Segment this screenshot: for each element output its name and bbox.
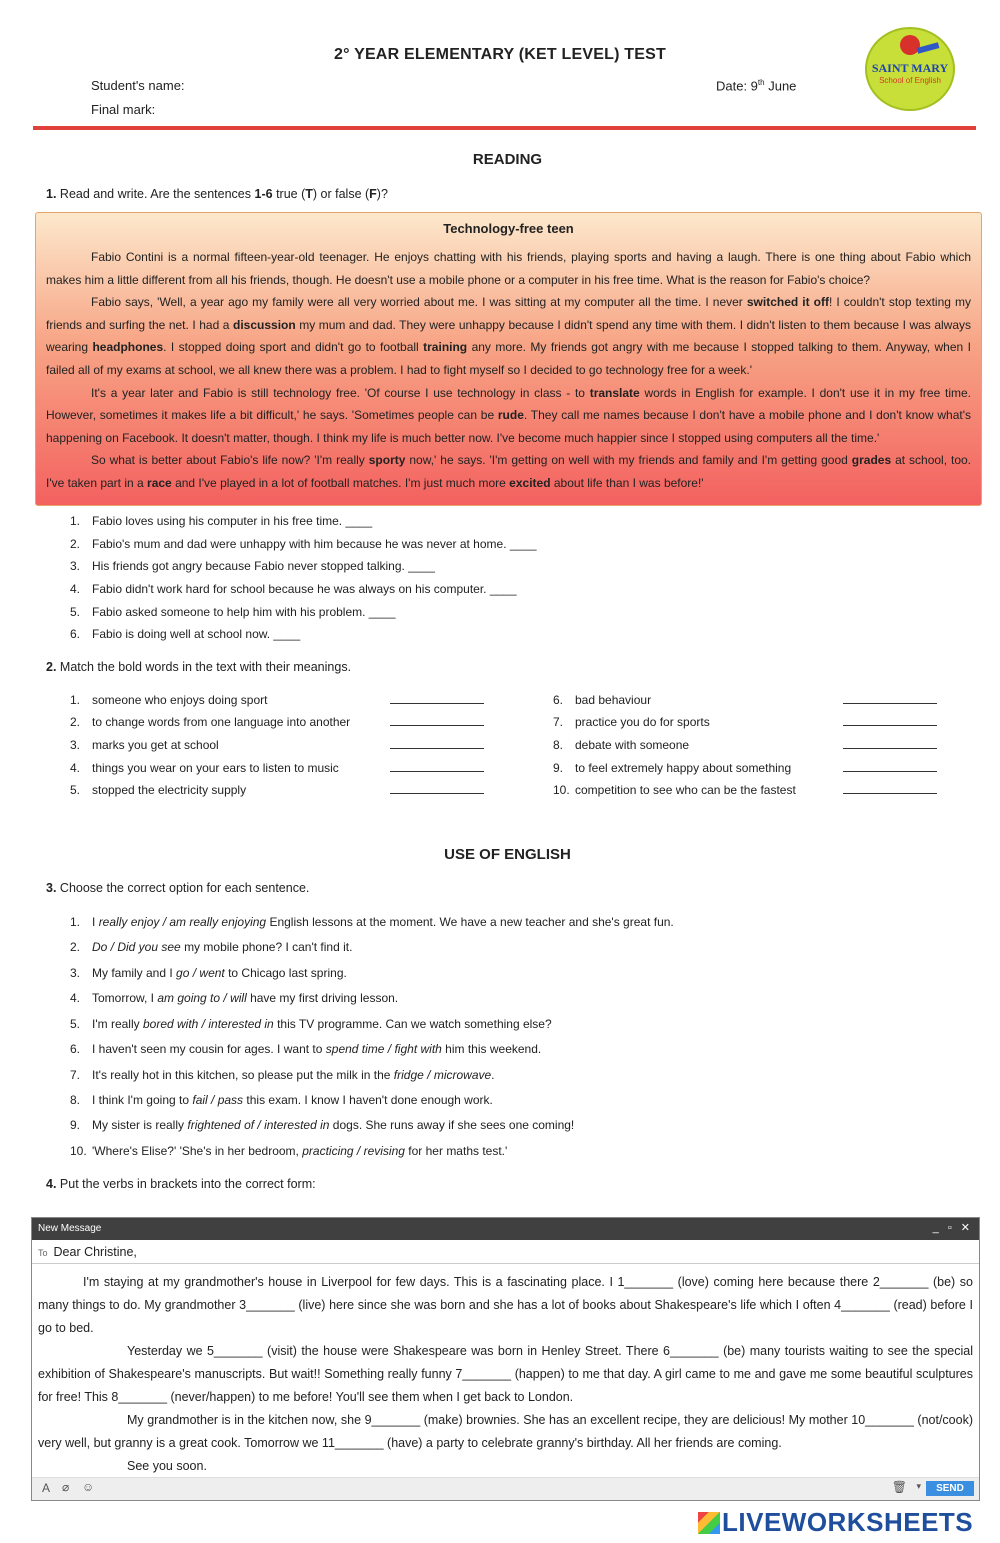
statement-item[interactable]: 2. Fabio's mum and dad were unhappy with him because he was never at home. ____ [70,537,537,551]
match-item: 8. debate with someone [553,738,690,752]
book-icon [917,42,940,53]
email-titlebar [32,1218,979,1240]
match-blank[interactable] [390,738,484,752]
match-blank[interactable] [843,738,937,752]
q3-instruction: 3. Choose the correct option for each sentence. [46,881,310,895]
q4-instruction: 4. Put the verbs in brackets into the correct form: [46,1177,316,1191]
chevron-down-icon[interactable]: ▾ [916,1481,921,1491]
match-item: 4. things you wear on your ears to listen to music [70,761,339,775]
email-divider [32,1263,979,1264]
emoji-icon[interactable]: ☺ [82,1480,95,1494]
match-blank[interactable] [390,761,484,775]
match-item: 3. marks you get at school [70,738,219,752]
email-to-field[interactable]: To Dear Christine, [38,1245,137,1259]
match-blank[interactable] [843,783,937,797]
brand-icon [698,1512,720,1534]
email-body[interactable] [38,1271,973,1501]
email-line-3: My grandmother is in the kitchen now, she 9_______ (make) brownies. She has an excellent recipe, they are delicious! My mother 10_______ (not/cook) very well, but granny is a great cook. Tomorrow we 11_______ (have) a party to celebrate granny's birthday. All her friends are coming. [38,1413,973,1450]
match-blank[interactable] [843,715,937,729]
match-item: 1. someone who enjoys doing sport [70,693,268,707]
choice-item[interactable]: 7. It's really hot in this kitchen, so please put the milk in the fridge / microwave. [70,1068,495,1082]
paragraph-2: Fabio says, 'Well, a year ago my family were all very worried about me. I was sitting at my computer all the time. I never switched it off! I couldn't stop texting my friends and surfing the net. I had a discussion my mum and dad. They were unhappy because I didn't spend any time with them. I didn't listen to them because I was always wearing headphones. I stopped doing sport and didn't go to football training any more. My friends got angry with me because I stopped talking to them. Anyway, when I failed all of my exams at school, we all knew there was a problem. I had to fight myself so I decided to go technology free for a week.' [46,295,971,377]
logo-subtitle: School of English [879,76,941,85]
trash-icon[interactable]: 🗑 [891,1480,907,1494]
q1-instruction: 1. Read and write. Are the sentences 1-6 true (T) or false (F)? [46,187,388,201]
match-blank[interactable] [390,693,484,707]
statement-item[interactable]: 1. Fabio loves using his computer in his free time. ____ [70,514,373,528]
choice-item[interactable]: 5. I'm really bored with / interested in this TV programme. Can we watch something else? [70,1017,552,1031]
statement-item[interactable]: 3. His friends got angry because Fabio never stopped talking. ____ [70,559,435,573]
match-item: 10. competition to see who can be the fastest [553,783,796,797]
final-mark-label: Final mark: [91,102,156,117]
student-name-label: Student's name: [91,78,185,93]
email-toolbar [32,1477,979,1500]
date-label: Date: 9th June [716,78,797,94]
paragraph-1: Fabio Contini is a normal fifteen-year-old teenager. He enjoys chatting with his friends, playing sports and having a laugh. There is one thing about Fabio which makes him a little different from all his friends, though. He doesn't use a mobile phone or a computer in his free time. What is the reason for Fabio's choice? [46,250,971,287]
choice-item[interactable]: 10. 'Where's Elise?' 'She's in her bedroom, practicing / revising for her maths test.' [70,1144,508,1158]
format-text-icon[interactable]: A [42,1481,51,1495]
q2-instruction: 2. Match the bold words in the text with their meanings. [46,660,352,674]
match-item: 5. stopped the electricity supply [70,783,247,797]
email-line-2: Yesterday we 5_______ (visit) the house were Shakespeare was born in Henley Street. There 6_______ (be) many tourists waiting to see the special exhibition of Shakespeare's manuscripts. But wait!! Something really funny 7_______ (happen) to me that day. A girl came to me and gave me some beautiful sculptures for free! This 8_______ (never/happen) to me before! You'll see them when I get back to London. [38,1344,973,1404]
email-window [31,1217,980,1501]
logo-name: SAINT MARY [871,61,949,75]
school-logo [865,27,955,111]
statement-item[interactable]: 5. Fabio asked someone to help him with his problem. ____ [70,605,396,619]
match-blank[interactable] [390,783,484,797]
email-window-title: New Message [38,1223,102,1234]
choice-item[interactable]: 2. Do / Did you see my mobile phone? I can't find it. [70,940,353,954]
match-item: 6. bad behaviour [553,693,652,707]
paragraph-4: So what is better about Fabio's life now? 'I'm really sporty now,' he says. 'I'm getting on well with my friends and family and I'm getting good grades at school, too. I've taken part in a race and I've played in a lot of football matches. I'm just much more excited about life than I was before!' [46,453,972,490]
match-blank[interactable] [390,715,484,729]
choice-item[interactable]: 1. I really enjoy / am really enjoying English lessons at the moment. We have a new teacher and she's great fun. [70,915,674,929]
reading-text-box [35,212,982,506]
match-item: 2. to change words from one language into another [70,715,351,729]
choice-item[interactable]: 9. My sister is really frightened of / interested in dogs. She runs away if she sees one coming! [70,1118,575,1132]
email-line-4: See you soon. [127,1459,207,1473]
choice-item[interactable]: 3. My family and I go / went to Chicago last spring. [70,966,347,980]
reading-text [46,246,971,495]
paragraph-3: It's a year later and Fabio is still technology free. 'Of course I use technology in class - to translate words in English for example. I don't use it in my free time. However, sometimes it makes life a bit difficult,' he says. 'Sometimes people can be rude. They call me names because I don't have a mobile phone and I don't know what's happening on Facebook. It doesn't matter, though. I think my life is much better now. I've become much happier since I stopped using computers all the time.' [46,385,971,445]
page-title: 2° YEAR ELEMENTARY (KET LEVEL) TEST [334,46,666,63]
choice-item[interactable]: 6. I haven't seen my cousin for ages. I want to spend time / fight with him this weekend. [70,1042,542,1056]
reading-heading: READING [472,151,543,168]
match-blank[interactable] [843,693,937,707]
match-item: 9. to feel extremely happy about something [553,761,792,775]
email-line-1: I'm staying at my grandmother's house in Liverpool for few days. This is a fascinating place. I 1_______ (love) coming here because there 2_______ (be) so many things to do. My grandmother 3_______ (live) here since she was born and she has a lot of books about Shakespeare's life which I often 4_______ (read) before I go to bed. [38,1275,973,1335]
use-of-english-heading: USE OF ENGLISH [444,846,571,863]
statement-item[interactable]: 6. Fabio is doing well at school now. ____ [70,627,301,641]
attach-icon[interactable]: ⌀ [62,1480,70,1494]
match-item: 7. practice you do for sports [553,715,710,729]
liveworksheets-logo: LIVEWORKSHEETS [698,1507,973,1538]
choice-item[interactable]: 4. Tomorrow, I am going to / will have my first driving lesson. [70,991,399,1005]
choice-item[interactable]: 8. I think I'm going to fail / pass this exam. I know I haven't done enough work. [70,1093,493,1107]
reading-text-title: Technology-free teen [443,221,574,236]
match-blank[interactable] [843,761,937,775]
send-button[interactable]: SEND [926,1481,974,1496]
header-divider [33,126,976,130]
statement-item[interactable]: 4. Fabio didn't work hard for school because he was always on his computer. ____ [70,582,517,596]
window-controls-icon[interactable]: _ ▫ ✕ [932,1222,973,1234]
